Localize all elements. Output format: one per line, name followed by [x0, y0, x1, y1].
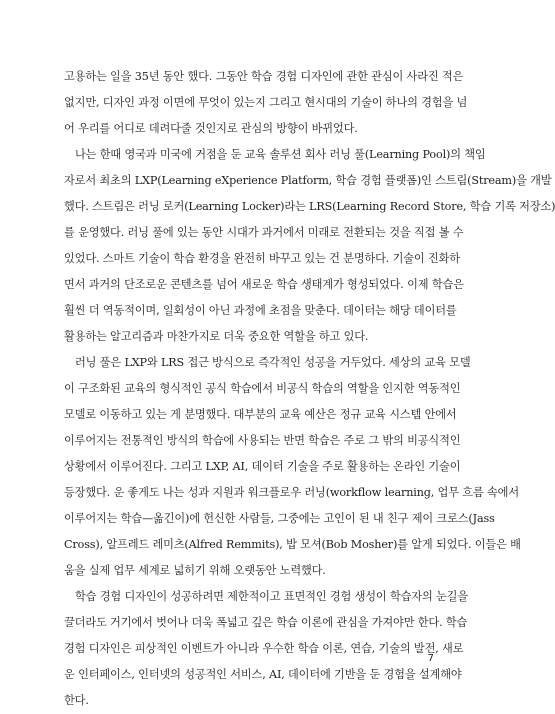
text-line: 상황에서 이루어진다. 그리고 LXP, AI, 데이터 기술을 주로 활용하는 온라인 기술이 [64, 460, 461, 473]
text-line: 했다. 스트림은 러닝 로커(Learning Locker)라는 LRS(Learning Record Store, 학습 기록 저장소) [64, 200, 555, 213]
text-line: 한다. [64, 694, 89, 707]
page-number: 7 [427, 653, 434, 664]
text-line: 활용하는 알고리즘과 마찬가지로 더욱 중요한 역할을 하고 있다. [64, 330, 369, 343]
text-line: 끌더라도 거기에서 벗어나 더욱 폭넓고 깊은 학습 이론에 관심을 가져야만 한다. 학습 [64, 616, 468, 629]
text-line: 등장했다. 운 좋게도 나는 성과 지원과 워크플로우 러닝(workflow learning, 업무 흐름 속에서 [64, 486, 519, 499]
body-text [64, 64, 555, 714]
text-line: 이 구조화된 교육의 형식적인 공식 학습에서 비공식 학습의 역할을 인지한 역동적인 [64, 382, 461, 395]
text-line: 자로서 최초의 LXP(Learning eXperience Platform, 학습 경험 플랫폼)인 스트림(Stream)을 개발 [64, 174, 552, 187]
paragraph [64, 584, 468, 714]
text-line: 경험 디자인은 피상적인 이벤트가 아니라 우수한 학습 이론, 연습, 기술의 발전, 새로 [64, 642, 464, 655]
text-line: Cross), 알프레드 레미츠(Alfred Remmits), 밥 모셔(Bob Mosher)를 알게 되었다. 이들은 배 [64, 538, 521, 551]
text-line: 이루어지는 전통적인 방식의 학습에 사용되는 반면 학습은 주로 그 밖의 비공식적인 [64, 434, 461, 447]
text-line: 훨씬 더 역동적이며, 일회성이 아닌 과정에 초점을 맞춘다. 데이터는 해당 데이터를 [64, 304, 457, 317]
text-line: 운 인터페이스, 인터넷의 성공적인 서비스, AI, 데이터에 기반을 둔 경험을 설계해야 [64, 668, 462, 681]
paragraph [64, 64, 468, 142]
text-line: 어 우리를 어디로 데려다줄 것인지로 관심의 방향이 바뀌었다. [64, 122, 358, 135]
text-line: 러닝 풀은 LXP와 LRS 접근 방식으로 즉각적인 성공을 거두었다. 세상의 교육 모델 [75, 356, 471, 369]
text-line: 모델로 이동하고 있는 게 분명했다. 대부분의 교육 예산은 정규 교육 시스템 안에서 [64, 408, 457, 421]
text-line: 학습 경험 디자인이 성공하려면 제한적이고 표면적인 경험 생성이 학습자의 눈길을 [75, 590, 468, 603]
text-line: 움을 실제 업무 세계로 넓히기 위해 오랫동안 노력했다. [64, 564, 326, 577]
text-line: 이루어지는 학습—옮긴이)에 헌신한 사람들, 그중에는 고인이 된 내 친구 제이 크로스(Jass [64, 512, 495, 525]
text-line: 있었다. 스마트 기술이 학습 환경을 완전히 바꾸고 있는 건 분명하다. 기술이 진화하 [64, 252, 460, 265]
text-line: 를 운영했다. 러닝 풀에 있는 동안 시대가 과거에서 미래로 전환되는 것을 직접 볼 수 [64, 226, 464, 239]
paragraph [64, 350, 521, 584]
paragraph [64, 142, 555, 350]
text-line: 면서 과거의 단조로운 콘텐츠를 넘어 새로운 학습 생태계가 형성되었다. 이제 학습은 [64, 278, 464, 291]
text-line: 나는 한때 영국과 미국에 거점을 둔 교육 솔루션 회사 러닝 풀(Learning Pool)의 책임 [75, 148, 486, 161]
text-line: 고용하는 일을 35년 동안 했다. 그동안 학습 경험 디자인에 관한 관심이 사라진 적은 [64, 70, 464, 83]
text-line: 없지만, 디자인 과정 이면에 무엇이 있는지 그리고 현시대의 기술이 하나의 경험을 넘 [64, 96, 468, 109]
